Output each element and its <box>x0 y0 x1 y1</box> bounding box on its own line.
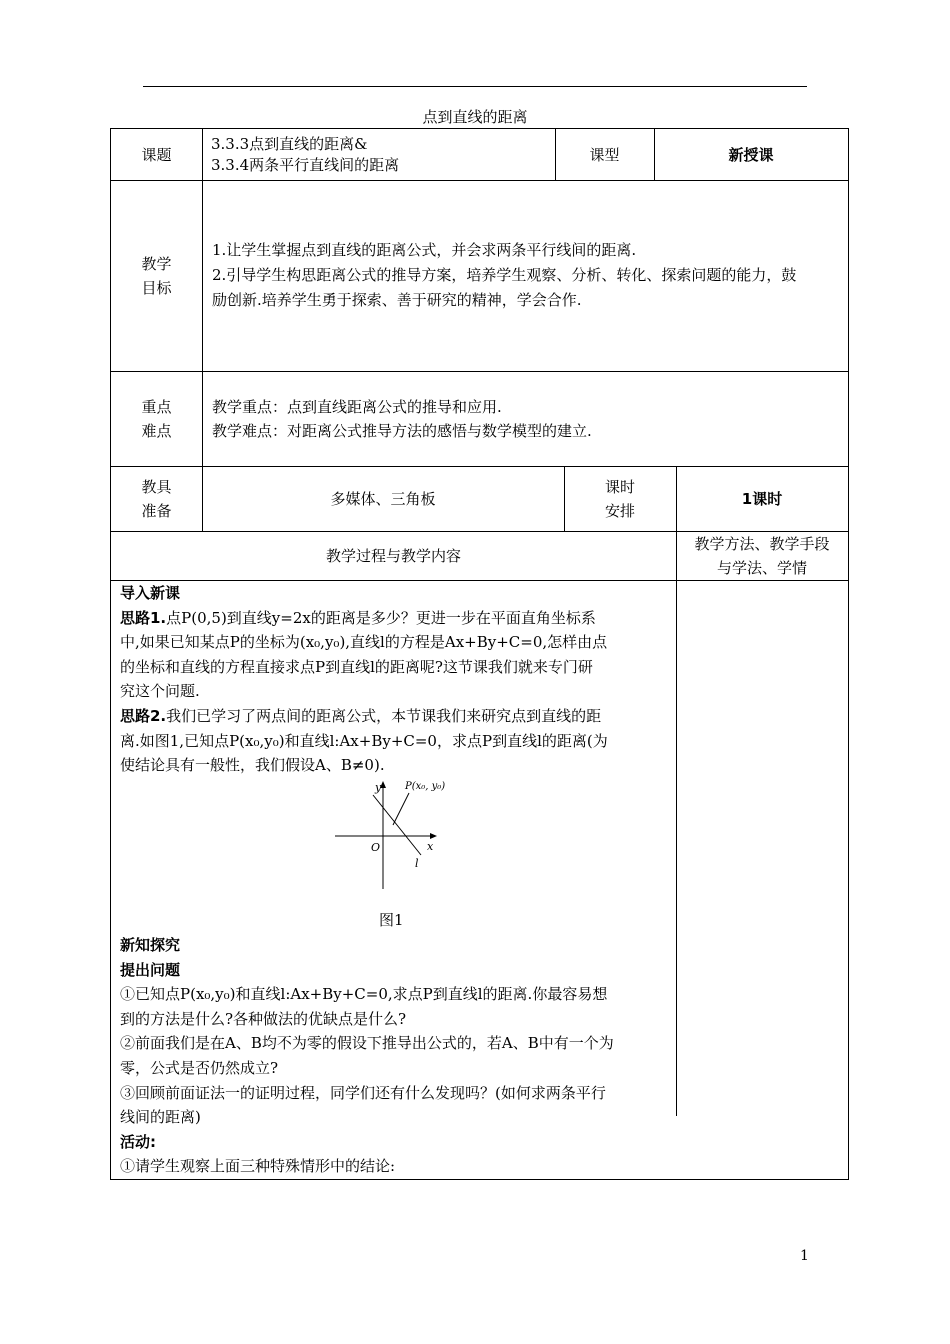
key-label <box>111 371 202 466</box>
idea-text: 的坐标和直线的方程直接求点P到直线l的距离呢?这节课我们就来专门研 <box>120 657 593 676</box>
idea-label: 思路1. <box>120 608 167 627</box>
key-line: 教学难点：对距离公式推导方法的感悟与数学模型的建立. <box>212 421 592 440</box>
line-l <box>373 795 421 855</box>
key-text <box>212 371 842 466</box>
lesson-plan-table <box>110 128 849 1180</box>
section-heading: 导入新课 <box>120 584 181 602</box>
tools-value: 多媒体、三角板 <box>330 489 436 508</box>
question-line: 线间的距离) <box>120 1108 201 1127</box>
hours-label-line: 安排 <box>604 501 635 520</box>
line-p <box>393 793 409 825</box>
method-label-line: 与学法、学情 <box>716 558 807 577</box>
question-line: ②前面我们是在A、B均不为零的假设下推导出公式的，若A、B中有一个为 <box>120 1034 614 1053</box>
x-axis-arrow <box>430 833 437 839</box>
hours-label-line: 课时 <box>604 477 635 496</box>
goal-label-line: 教学 <box>141 254 172 273</box>
idea-label: 思路2. <box>120 706 167 725</box>
section-heading: 新知探究 <box>120 936 181 954</box>
idea-text: 使结论具有一般性，我们假设A、B≠0). <box>120 756 385 775</box>
header-rule <box>143 86 807 87</box>
key-label-line: 难点 <box>141 421 172 440</box>
hours-label <box>564 466 676 531</box>
question-line: 到的方法是什么?各种做法的优缺点是什么? <box>120 1009 407 1028</box>
tools-label-line: 准备 <box>141 501 172 520</box>
x-label: x <box>427 840 434 853</box>
idea-text: 中,如果已知某点P的坐标为(x₀,y₀),直线l的方程是Ax+By+C=0,怎样由点 <box>120 633 608 652</box>
section-heading: 提出问题 <box>120 960 181 979</box>
key-line: 教学重点：点到直线距离公式的推导和应用. <box>212 397 502 416</box>
hours-value: 1课时 <box>741 489 783 508</box>
tools-label-line: 教具 <box>141 477 172 496</box>
goal-line: 励创新.培养学生勇于探索、善于研究的精神，学会合作. <box>212 291 582 309</box>
topic-line: 3.3.4两条平行直线间的距离 <box>211 155 400 174</box>
topic-value <box>211 129 555 180</box>
explore-content <box>120 933 670 1179</box>
section-heading: 活动: <box>120 1132 156 1151</box>
method-label-line: 教学方法、教学手段 <box>694 534 830 553</box>
idea-text: 我们已学习了两点间的距离公式，本节课我们来研究点到直线的距 <box>166 706 602 725</box>
origin-label: O <box>371 841 381 854</box>
type-label: 课型 <box>589 145 620 164</box>
figure-point-line <box>333 779 453 891</box>
tools-label <box>111 466 202 531</box>
process-content <box>120 581 670 778</box>
y-label: y <box>375 781 382 794</box>
goal-line: 1.让学生掌握点到直线的距离公式，并会求两条平行线间的距离. <box>212 241 637 259</box>
idea-text: 离.如图1,已知点P(x₀,y₀)和直线l:Ax+By+C=0，求点P到直线l的距离(为 <box>120 731 608 750</box>
goal-line: 2.引导学生构思距离公式的推导方案，培养学生观察、分析、转化、探索问题的能力，鼓 <box>212 266 797 284</box>
type-value: 新授课 <box>728 145 774 164</box>
method-label <box>676 531 848 580</box>
topic-line: 3.3.3点到直线的距离& <box>211 134 368 153</box>
question-line: 零，公式是否仍然成立? <box>120 1058 279 1077</box>
idea-text: 点P(0,5)到直线y=2x的距离是多少？更进一步在平面直角坐标系 <box>166 608 596 627</box>
question-line: ①已知点P(x₀,y₀)和直线l:Ax+By+C=0,求点P到直线l的距离.你最容易想 <box>120 985 608 1004</box>
key-label-line: 重点 <box>141 397 172 416</box>
idea-text: 究这个问题. <box>120 682 200 701</box>
topic-label: 课题 <box>141 145 172 164</box>
goal-label-line: 目标 <box>141 278 172 297</box>
question-line: ③回顾前面证法一的证明过程，同学们还有什么发现吗？(如何求两条平行 <box>120 1083 606 1102</box>
goal-text <box>212 180 842 371</box>
p-label: P(x₀, y₀) <box>405 781 446 792</box>
activity-line: ①请学生观察上面三种特殊情形中的结论: <box>120 1157 396 1176</box>
document-title: 点到直线的距离 <box>422 108 528 126</box>
process-label: 教学过程与教学内容 <box>325 546 461 565</box>
figure-caption: 图1 <box>379 911 404 929</box>
l-label: l <box>415 857 419 870</box>
page-number: 1 <box>800 1248 809 1264</box>
goal-label <box>111 180 202 371</box>
